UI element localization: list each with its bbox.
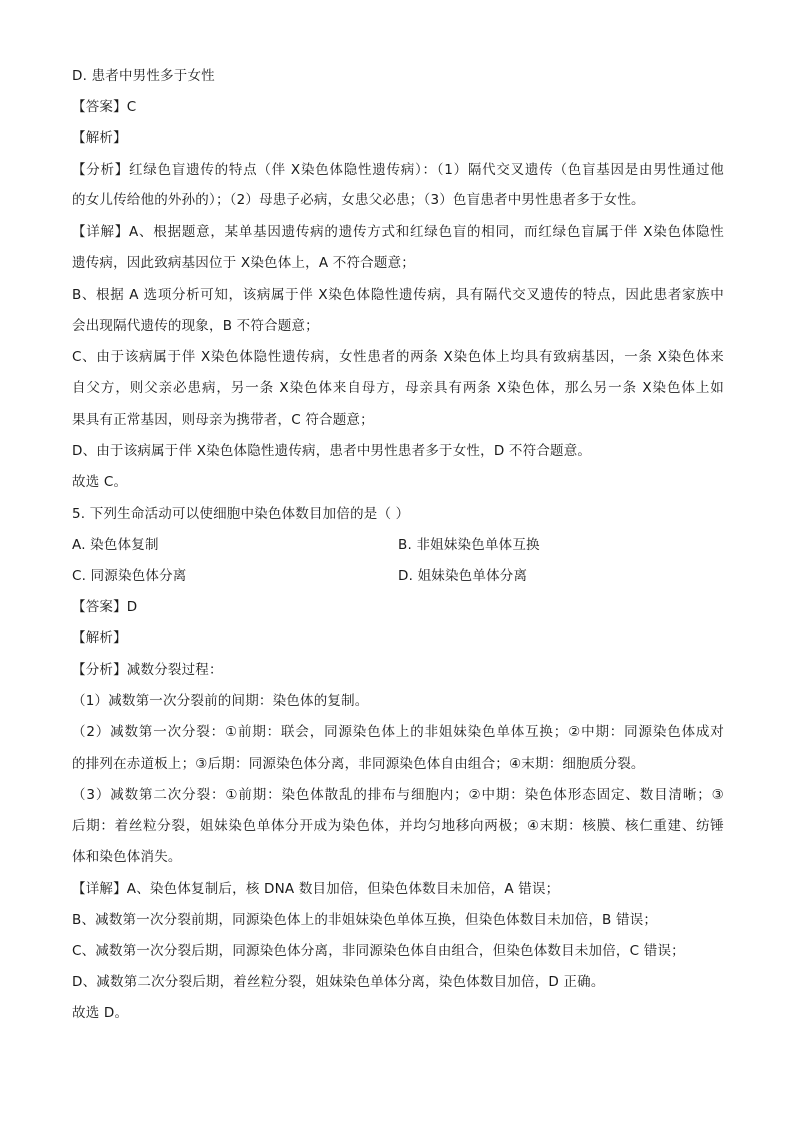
question-5-stem: 5. 下列生命活动可以使细胞中染色体数目加倍的是（ ） [72,506,410,522]
q5-option-a: A. 染色体复制 [72,537,159,553]
answer-label-q5: 【答案】D [72,599,138,615]
fenxi-q5-header: 【分析】减数分裂过程： [72,662,223,678]
q5-options-row-2 [72,566,724,586]
choose-q4: 故选 C。 [72,474,128,490]
meiosis-step-3-line-3: 体和染色体消失。 [72,849,182,865]
xiangjie-q4-line-2: 遗传病，因此致病基因位于 X染色体上，A 不符合题意； [72,255,415,271]
choose-q5: 故选 D。 [72,1005,129,1021]
meiosis-step-2-line-2: 的排列在赤道板上；③后期：同源染色体分离，非同源染色体自由组合；④末期：细胞质分裂。 [72,756,645,772]
detail-c-line-3: 果具有正常基因，则母亲为携带者，C 符合题意； [72,412,374,428]
q5-options-row-1 [72,535,724,555]
meiosis-step-3-line-2: 后期：着丝粒分裂，姐妹染色单体分开成为染色体，并均匀地移向两极；④末期：核膜、核仁重建、纺锤 [72,818,724,834]
q5-option-d: D. 姐妹染色单体分离 [398,568,528,584]
detail-b-line-2: 会出现隔代遗传的现象，B 不符合题意； [72,318,319,334]
q5-option-c: C. 同源染色体分离 [72,568,187,584]
xiangjie-q5-d: D、减数第二次分裂后期，着丝粒分裂，姐妹染色单体分离，染色体数目加倍，D 正确。 [72,974,605,990]
answer-label-q4: 【答案】C [72,99,137,115]
detail-b-line-1: B、根据 A 选项分析可知，该病属于伴 X染色体隐性遗传病，具有隔代交叉遗传的特点，因此患者家族中 [72,287,724,303]
detail-c-line-2: 自父方，则父亲必患病，另一条 X染色体来自母方，母亲具有两条 X染色体，那么另一条 X染色体上如 [72,380,724,396]
meiosis-step-1: （1）减数第一次分裂前的间期：染色体的复制。 [72,693,369,709]
meiosis-step-3-line-1: （3）减数第二次分裂：①前期：染色体散乱的排布与细胞内；②中期：染色体形态固定、数目清晰；③ [72,787,724,803]
xiangjie-q4-line-1: 【详解】A、根据题意，某单基因遗传病的遗传方式和红绿色盲的相同，而红绿色盲属于伴 X染色体隐性 [72,224,724,240]
detail-d-line-1: D、由于该病属于伴 X染色体隐性遗传病，患者中男性患者多于女性，D 不符合题意。 [72,443,592,459]
xiangjie-q5-a: 【详解】A、染色体复制后，核 DNA 数目加倍，但染色体数目未加倍，A 错误； [72,881,560,897]
analysis-header-q4: 【解析】 [72,130,127,146]
xiangjie-q5-c: C、减数第一次分裂后期，同源染色体分离，非同源染色体自由组合，但染色体数目未加倍，C 错误； [72,943,685,959]
fenxi-q4-line-1: 【分析】红绿色盲遗传的特点（伴 X染色体隐性遗传病）：（1）隔代交叉遗传（色盲基因是由男性通过他 [72,162,724,178]
fenxi-q4-line-2: 的女儿传给他的外孙的）；（2）母患子必病，女患父必患；（3）色盲患者中男性患者多于女性。 [72,192,645,208]
meiosis-step-2-line-1: （2）减数第一次分裂：①前期：联会，同源染色体上的非姐妹染色单体互换；②中期：同源染色体成对 [72,724,724,740]
option-d-q4: D. 患者中男性多于女性 [72,68,215,84]
analysis-header-q5: 【解析】 [72,630,127,646]
q5-option-b: B. 非姐妹染色单体互换 [398,537,540,553]
xiangjie-q5-b: B、减数第一次分裂前期，同源染色体上的非姐妹染色单体互换，但染色体数目未加倍，B 错误； [72,912,658,928]
detail-c-line-1: C、由于该病属于伴 X染色体隐性遗传病，女性患者的两条 X染色体上均具有致病基因，一条 X染色体来 [72,349,724,365]
